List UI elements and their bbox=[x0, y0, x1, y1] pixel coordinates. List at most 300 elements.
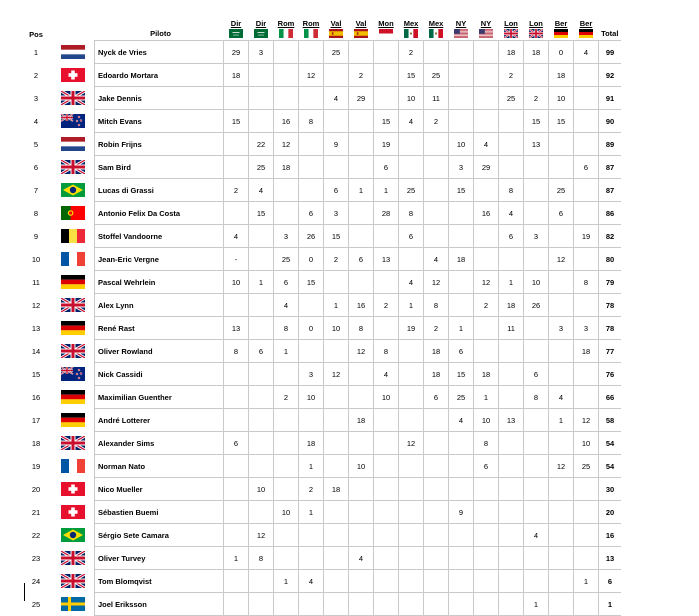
position-cell: 24 bbox=[31, 576, 41, 586]
result-cell: 15 bbox=[324, 225, 349, 248]
result-cell: 2 bbox=[499, 64, 524, 87]
result-cell: 3 bbox=[274, 225, 299, 248]
switzerland-flag-icon bbox=[61, 505, 85, 519]
result-cell bbox=[499, 593, 524, 616]
result-cell: 18 bbox=[549, 64, 574, 87]
result-cell: 12 bbox=[549, 455, 574, 478]
result-cell: 3 bbox=[549, 317, 574, 340]
driver-name-cell: Robin Frijns bbox=[95, 133, 224, 156]
race-label: NY bbox=[480, 19, 492, 28]
result-cell bbox=[224, 455, 249, 478]
result-cell: 15 bbox=[299, 271, 324, 294]
result-cell: 10 bbox=[299, 386, 324, 409]
result-cell: 4 bbox=[549, 386, 574, 409]
header-race-3 bbox=[274, 10, 299, 41]
result-cell: 26 bbox=[299, 225, 324, 248]
germany-flag-icon bbox=[554, 29, 568, 38]
result-cell: 10 bbox=[524, 271, 549, 294]
result-cell bbox=[374, 409, 399, 432]
result-cell: 6 bbox=[499, 225, 524, 248]
result-cell: 13 bbox=[524, 133, 549, 156]
driver-name-cell: René Rast bbox=[95, 317, 224, 340]
result-cell bbox=[399, 409, 424, 432]
result-cell bbox=[574, 386, 599, 409]
driver-name-cell: Pascal Wehrlein bbox=[95, 271, 224, 294]
position-cell: 12 bbox=[31, 300, 41, 310]
table-row bbox=[20, 271, 621, 294]
result-cell: 1 bbox=[274, 570, 299, 593]
result-cell: 8 bbox=[249, 547, 274, 570]
result-cell bbox=[349, 271, 374, 294]
nationality-cell bbox=[52, 110, 95, 133]
result-cell bbox=[574, 179, 599, 202]
nationality-cell bbox=[52, 570, 95, 593]
result-cell: 8 bbox=[574, 271, 599, 294]
result-cell bbox=[299, 156, 324, 179]
result-cell bbox=[374, 271, 399, 294]
result-cell: 6 bbox=[474, 455, 499, 478]
position-cell: 15 bbox=[31, 369, 41, 379]
result-cell: - bbox=[224, 248, 249, 271]
result-cell: 4 bbox=[399, 271, 424, 294]
driver-name-cell: Tom Blomqvist bbox=[95, 570, 224, 593]
result-cell: 8 bbox=[349, 317, 374, 340]
result-cell bbox=[374, 87, 399, 110]
result-cell: 1 bbox=[224, 547, 249, 570]
result-cell bbox=[399, 363, 424, 386]
table-row bbox=[20, 409, 621, 432]
table-row bbox=[20, 179, 621, 202]
result-cell bbox=[474, 547, 499, 570]
result-cell: 13 bbox=[374, 248, 399, 271]
result-cell bbox=[424, 156, 449, 179]
driver-name-cell: Stoffel Vandoorne bbox=[95, 225, 224, 248]
saudi-arabia-flag-icon bbox=[229, 29, 243, 38]
result-cell bbox=[449, 202, 474, 225]
total-points-cell: 87 bbox=[599, 179, 622, 202]
result-cell: 12 bbox=[574, 409, 599, 432]
spain-flag-icon bbox=[329, 29, 343, 38]
total-points-cell: 66 bbox=[599, 386, 622, 409]
driver-name-cell: André Lotterer bbox=[95, 409, 224, 432]
spain-flag-icon bbox=[354, 29, 368, 38]
result-cell: 12 bbox=[349, 340, 374, 363]
result-cell bbox=[249, 225, 274, 248]
result-cell: 1 bbox=[549, 409, 574, 432]
header-race-14 bbox=[549, 10, 574, 41]
result-cell bbox=[449, 41, 474, 64]
result-cell bbox=[399, 248, 424, 271]
header-driver: Piloto bbox=[150, 29, 171, 38]
italy-flag-icon bbox=[304, 29, 318, 38]
mexico-flag-icon bbox=[429, 29, 443, 38]
result-cell: 1 bbox=[324, 294, 349, 317]
total-points-cell: 80 bbox=[599, 248, 622, 271]
driver-name-cell: Nick Cassidi bbox=[95, 363, 224, 386]
result-cell bbox=[499, 386, 524, 409]
race-label: Val bbox=[355, 19, 367, 28]
header-race-5 bbox=[324, 10, 349, 41]
result-cell bbox=[524, 64, 549, 87]
result-cell: 6 bbox=[524, 363, 549, 386]
result-cell: 2 bbox=[299, 478, 324, 501]
result-cell: 10 bbox=[549, 87, 574, 110]
result-cell bbox=[349, 432, 374, 455]
header-race-2 bbox=[249, 10, 274, 41]
result-cell bbox=[474, 317, 499, 340]
monaco-flag-icon bbox=[379, 29, 393, 38]
result-cell: 4 bbox=[324, 87, 349, 110]
nationality-cell bbox=[52, 248, 95, 271]
driver-name-cell: Oliver Turvey bbox=[95, 547, 224, 570]
nationality-cell bbox=[52, 294, 95, 317]
result-cell: 2 bbox=[374, 294, 399, 317]
result-cell bbox=[424, 179, 449, 202]
nationality-cell bbox=[52, 340, 95, 363]
germany-flag-icon bbox=[61, 321, 85, 335]
result-cell: 10 bbox=[324, 317, 349, 340]
nationality-cell bbox=[52, 87, 95, 110]
result-cell: 10 bbox=[399, 87, 424, 110]
result-cell bbox=[374, 64, 399, 87]
result-cell: 1 bbox=[349, 179, 374, 202]
result-cell bbox=[249, 87, 274, 110]
result-cell: 25 bbox=[324, 41, 349, 64]
nationality-cell bbox=[52, 202, 95, 225]
uk-flag-icon bbox=[61, 436, 85, 450]
result-cell bbox=[249, 248, 274, 271]
italy-flag-icon bbox=[279, 29, 293, 38]
result-cell bbox=[574, 87, 599, 110]
result-cell bbox=[224, 202, 249, 225]
table-row bbox=[20, 64, 621, 87]
result-cell: 0 bbox=[299, 248, 324, 271]
result-cell bbox=[224, 133, 249, 156]
result-cell: 18 bbox=[299, 432, 324, 455]
result-cell bbox=[424, 501, 449, 524]
total-points-cell: 1 bbox=[599, 593, 622, 616]
result-cell bbox=[274, 432, 299, 455]
result-cell bbox=[324, 409, 349, 432]
germany-flag-icon bbox=[61, 413, 85, 427]
result-cell: 26 bbox=[524, 294, 549, 317]
result-cell bbox=[249, 432, 274, 455]
result-cell bbox=[424, 570, 449, 593]
result-cell bbox=[449, 524, 474, 547]
uk-flag-icon bbox=[504, 29, 518, 38]
result-cell: 8 bbox=[499, 179, 524, 202]
result-cell bbox=[249, 501, 274, 524]
uk-flag-icon bbox=[61, 298, 85, 312]
result-cell bbox=[449, 547, 474, 570]
result-cell bbox=[524, 478, 549, 501]
mexico-flag-icon bbox=[404, 29, 418, 38]
total-points-cell: 6 bbox=[599, 570, 622, 593]
result-cell: 22 bbox=[249, 133, 274, 156]
result-cell: 8 bbox=[224, 340, 249, 363]
result-cell bbox=[299, 179, 324, 202]
result-cell bbox=[449, 64, 474, 87]
header-total: Total bbox=[601, 29, 619, 38]
result-cell bbox=[249, 110, 274, 133]
result-cell bbox=[474, 179, 499, 202]
result-cell bbox=[249, 317, 274, 340]
result-cell: 1 bbox=[249, 271, 274, 294]
result-cell: 10 bbox=[449, 133, 474, 156]
result-cell: 4 bbox=[249, 179, 274, 202]
position-cell: 5 bbox=[33, 139, 39, 149]
result-cell bbox=[524, 455, 549, 478]
result-cell bbox=[574, 248, 599, 271]
result-cell: 25 bbox=[274, 248, 299, 271]
result-cell bbox=[499, 133, 524, 156]
position-cell: 11 bbox=[32, 277, 40, 287]
netherlands-flag-icon bbox=[61, 137, 85, 151]
result-cell bbox=[324, 501, 349, 524]
table-row bbox=[20, 156, 621, 179]
result-cell bbox=[374, 455, 399, 478]
result-cell bbox=[399, 501, 424, 524]
result-cell: 3 bbox=[299, 363, 324, 386]
table-row bbox=[20, 41, 621, 64]
result-cell bbox=[299, 294, 324, 317]
result-cell: 8 bbox=[299, 110, 324, 133]
result-cell bbox=[424, 478, 449, 501]
nationality-cell bbox=[52, 179, 95, 202]
result-cell bbox=[224, 386, 249, 409]
result-cell: 1 bbox=[449, 317, 474, 340]
result-cell bbox=[374, 524, 399, 547]
standings-table-container bbox=[20, 10, 621, 616]
driver-name-cell: Maximilian Guenther bbox=[95, 386, 224, 409]
header-race-12 bbox=[499, 10, 524, 41]
result-cell bbox=[499, 501, 524, 524]
total-points-cell: 78 bbox=[599, 317, 622, 340]
result-cell bbox=[474, 248, 499, 271]
nationality-cell bbox=[52, 156, 95, 179]
table-row bbox=[20, 501, 621, 524]
table-row bbox=[20, 225, 621, 248]
result-cell: 10 bbox=[474, 409, 499, 432]
result-cell bbox=[274, 87, 299, 110]
result-cell: 12 bbox=[474, 271, 499, 294]
result-cell bbox=[524, 156, 549, 179]
result-cell bbox=[524, 248, 549, 271]
result-cell bbox=[574, 133, 599, 156]
total-points-cell: 16 bbox=[599, 524, 622, 547]
result-cell bbox=[474, 524, 499, 547]
result-cell: 19 bbox=[574, 225, 599, 248]
table-row bbox=[20, 248, 621, 271]
result-cell: 15 bbox=[449, 179, 474, 202]
nationality-cell bbox=[52, 386, 95, 409]
driver-name-cell: Alexander Sims bbox=[95, 432, 224, 455]
result-cell bbox=[574, 501, 599, 524]
race-label: Mex bbox=[403, 19, 419, 28]
total-points-cell: 91 bbox=[599, 87, 622, 110]
result-cell bbox=[524, 317, 549, 340]
position-cell: 13 bbox=[31, 323, 41, 333]
header-pos: Pos bbox=[29, 29, 43, 39]
total-points-cell: 89 bbox=[599, 133, 622, 156]
result-cell: 6 bbox=[374, 156, 399, 179]
result-cell: 4 bbox=[399, 110, 424, 133]
driver-name-cell: Edoardo Mortara bbox=[95, 64, 224, 87]
result-cell: 6 bbox=[424, 386, 449, 409]
result-cell: 2 bbox=[524, 87, 549, 110]
result-cell bbox=[449, 271, 474, 294]
position-cell: 10 bbox=[31, 254, 41, 264]
result-cell bbox=[574, 363, 599, 386]
result-cell bbox=[224, 524, 249, 547]
nationality-cell bbox=[52, 478, 95, 501]
result-cell: 9 bbox=[324, 133, 349, 156]
germany-flag-icon bbox=[579, 29, 593, 38]
result-cell bbox=[549, 432, 574, 455]
saudi-arabia-flag-icon bbox=[254, 29, 268, 38]
result-cell bbox=[224, 501, 249, 524]
portugal-flag-icon bbox=[61, 206, 85, 220]
result-cell bbox=[274, 455, 299, 478]
driver-name-cell: Antonio Felix Da Costa bbox=[95, 202, 224, 225]
driver-name-cell: Sérgio Sete Camara bbox=[95, 524, 224, 547]
race-label: Ber bbox=[554, 19, 568, 28]
result-cell: 15 bbox=[224, 110, 249, 133]
result-cell bbox=[524, 202, 549, 225]
result-cell: 1 bbox=[399, 294, 424, 317]
result-cell bbox=[424, 225, 449, 248]
position-cell: 21 bbox=[31, 507, 41, 517]
result-cell bbox=[249, 409, 274, 432]
result-cell: 6 bbox=[399, 225, 424, 248]
result-cell bbox=[324, 593, 349, 616]
result-cell bbox=[549, 363, 574, 386]
result-cell: 28 bbox=[374, 202, 399, 225]
total-points-cell: 58 bbox=[599, 409, 622, 432]
header-race-11 bbox=[474, 10, 499, 41]
position-cell: 18 bbox=[31, 438, 41, 448]
result-cell: 2 bbox=[399, 41, 424, 64]
nationality-cell bbox=[52, 593, 95, 616]
result-cell bbox=[424, 547, 449, 570]
result-cell: 4 bbox=[299, 570, 324, 593]
result-cell bbox=[449, 570, 474, 593]
result-cell bbox=[224, 156, 249, 179]
result-cell: 15 bbox=[374, 110, 399, 133]
driver-name-cell: Alex Lynn bbox=[95, 294, 224, 317]
position-cell: 17 bbox=[31, 415, 41, 425]
total-points-cell: 54 bbox=[599, 432, 622, 455]
result-cell: 12 bbox=[324, 363, 349, 386]
result-cell: 18 bbox=[499, 294, 524, 317]
result-cell bbox=[524, 432, 549, 455]
result-cell: 6 bbox=[574, 156, 599, 179]
result-cell bbox=[274, 64, 299, 87]
result-cell bbox=[549, 501, 574, 524]
result-cell bbox=[499, 455, 524, 478]
result-cell: 15 bbox=[449, 363, 474, 386]
nationality-cell bbox=[52, 225, 95, 248]
result-cell bbox=[424, 593, 449, 616]
result-cell bbox=[274, 202, 299, 225]
result-cell: 25 bbox=[549, 179, 574, 202]
result-cell: 4 bbox=[424, 248, 449, 271]
total-points-cell: 13 bbox=[599, 547, 622, 570]
result-cell bbox=[324, 340, 349, 363]
result-cell: 12 bbox=[549, 248, 574, 271]
result-cell: 10 bbox=[249, 478, 274, 501]
result-cell: 6 bbox=[349, 248, 374, 271]
result-cell: 15 bbox=[524, 110, 549, 133]
table-row bbox=[20, 547, 621, 570]
result-cell bbox=[349, 478, 374, 501]
result-cell: 11 bbox=[499, 317, 524, 340]
result-cell bbox=[299, 593, 324, 616]
result-cell bbox=[524, 179, 549, 202]
result-cell: 18 bbox=[324, 478, 349, 501]
result-cell: 6 bbox=[224, 432, 249, 455]
result-cell bbox=[574, 202, 599, 225]
result-cell: 9 bbox=[449, 501, 474, 524]
result-cell: 0 bbox=[299, 317, 324, 340]
position-cell: 1 bbox=[33, 47, 39, 57]
result-cell bbox=[549, 156, 574, 179]
result-cell: 1 bbox=[374, 179, 399, 202]
result-cell bbox=[324, 547, 349, 570]
result-cell bbox=[399, 386, 424, 409]
result-cell: 16 bbox=[274, 110, 299, 133]
result-cell bbox=[474, 570, 499, 593]
result-cell bbox=[324, 570, 349, 593]
result-cell: 4 bbox=[274, 294, 299, 317]
result-cell bbox=[399, 133, 424, 156]
result-cell bbox=[299, 524, 324, 547]
table-row bbox=[20, 317, 621, 340]
position-cell: 2 bbox=[33, 70, 39, 80]
result-cell bbox=[474, 110, 499, 133]
table-row bbox=[20, 593, 621, 616]
race-label: Rom bbox=[302, 19, 320, 28]
result-cell bbox=[324, 271, 349, 294]
result-cell bbox=[474, 41, 499, 64]
result-cell bbox=[349, 524, 374, 547]
brazil-flag-icon bbox=[61, 528, 85, 542]
result-cell bbox=[449, 87, 474, 110]
driver-name-cell: Sébastien Buemi bbox=[95, 501, 224, 524]
nationality-cell bbox=[52, 501, 95, 524]
nationality-cell bbox=[52, 317, 95, 340]
result-cell bbox=[449, 110, 474, 133]
result-cell bbox=[574, 547, 599, 570]
uk-flag-icon bbox=[61, 91, 85, 105]
result-cell bbox=[249, 386, 274, 409]
result-cell: 1 bbox=[274, 340, 299, 363]
result-cell bbox=[449, 455, 474, 478]
result-cell: 10 bbox=[574, 432, 599, 455]
uk-flag-icon bbox=[61, 574, 85, 588]
switzerland-flag-icon bbox=[61, 482, 85, 496]
header-race-1 bbox=[224, 10, 249, 41]
header-race-8 bbox=[399, 10, 424, 41]
nationality-cell bbox=[52, 455, 95, 478]
result-cell: 25 bbox=[574, 455, 599, 478]
result-cell bbox=[499, 478, 524, 501]
result-cell: 6 bbox=[549, 202, 574, 225]
race-label: Dir bbox=[255, 19, 267, 28]
germany-flag-icon bbox=[61, 390, 85, 404]
result-cell bbox=[349, 570, 374, 593]
result-cell bbox=[349, 363, 374, 386]
